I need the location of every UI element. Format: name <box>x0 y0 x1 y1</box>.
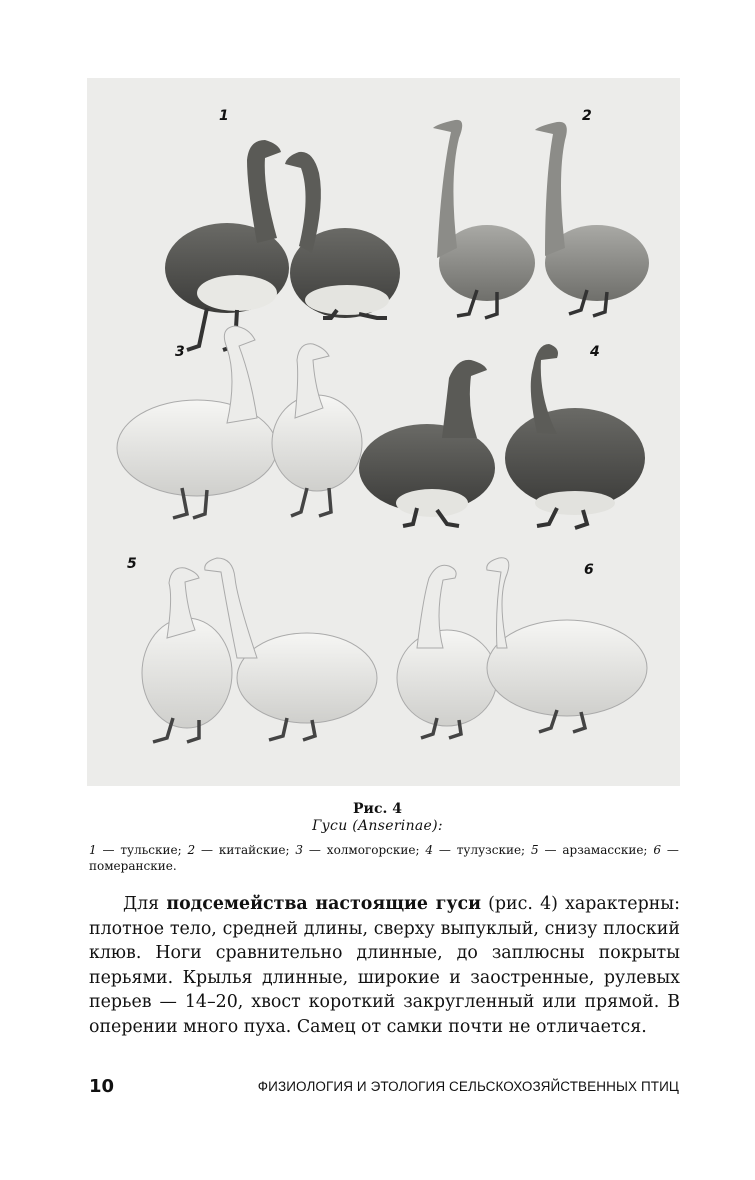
goose-chinese-right <box>535 122 649 316</box>
goose-tula-right <box>285 152 400 318</box>
figure-number-5: 5 <box>127 556 137 572</box>
body-paragraph: Для подсемейства настоящие гуси (рис. 4) характерны: плотное тело, средней длины, сверху выпуклый, снизу плоский клюв. Ноги сравнительно длинные, до заплюсны покрыты перьями. Крылья длинные, широкие и заостренные, рулевых перьев — 14–20, хвост короткий закругленный или прямой. В оперении много пуха. Самец от самки почти не отличается. <box>89 894 680 1037</box>
page-number: 10 <box>89 1076 115 1097</box>
legend-item: 3 — холмогорские; <box>295 843 420 857</box>
goose-pomeranian-left <box>397 565 497 738</box>
legend-item: 1 — тульские; <box>89 843 182 857</box>
legend-item: 4 — тулузские; <box>425 843 526 857</box>
legend-item: 6 — померанские. <box>89 843 679 873</box>
figure-legend <box>89 842 679 874</box>
figure-caption-title: Рис. 4 <box>353 801 402 817</box>
figure-number-6: 6 <box>584 562 594 578</box>
figure-number-3: 3 <box>175 344 185 360</box>
goose-pomeranian-right <box>487 558 647 732</box>
goose-illustrations <box>87 78 680 786</box>
running-head: ФИЗИОЛОГИЯ И ЭТОЛОГИЯ СЕЛЬСКОХОЗЯЙСТВЕННЫХ ПТИЦ <box>257 1079 679 1094</box>
goose-arzamas-left <box>142 568 232 742</box>
figure-number-1: 1 <box>219 108 229 124</box>
figure-number-4: 4 <box>590 344 600 360</box>
goose-kholmogory-right <box>272 344 362 516</box>
goose-tula-left <box>165 140 289 350</box>
figure-number-2: 2 <box>582 108 592 124</box>
goose-toulouse-left <box>359 360 495 526</box>
legend-item: 5 — арзамасские; <box>530 843 648 857</box>
goose-breeds-plate <box>87 78 680 786</box>
goose-toulouse-right <box>505 344 645 528</box>
figure-caption-subtitle: Гуси (Anserinae): <box>312 818 443 834</box>
goose-kholmogory-left <box>117 326 277 518</box>
goose-arzamas-right <box>205 558 377 740</box>
body-bold-term: подсемейства настоящие гуси <box>166 894 481 914</box>
legend-item: 2 — китайские; <box>187 843 290 857</box>
goose-chinese-left <box>433 120 535 318</box>
